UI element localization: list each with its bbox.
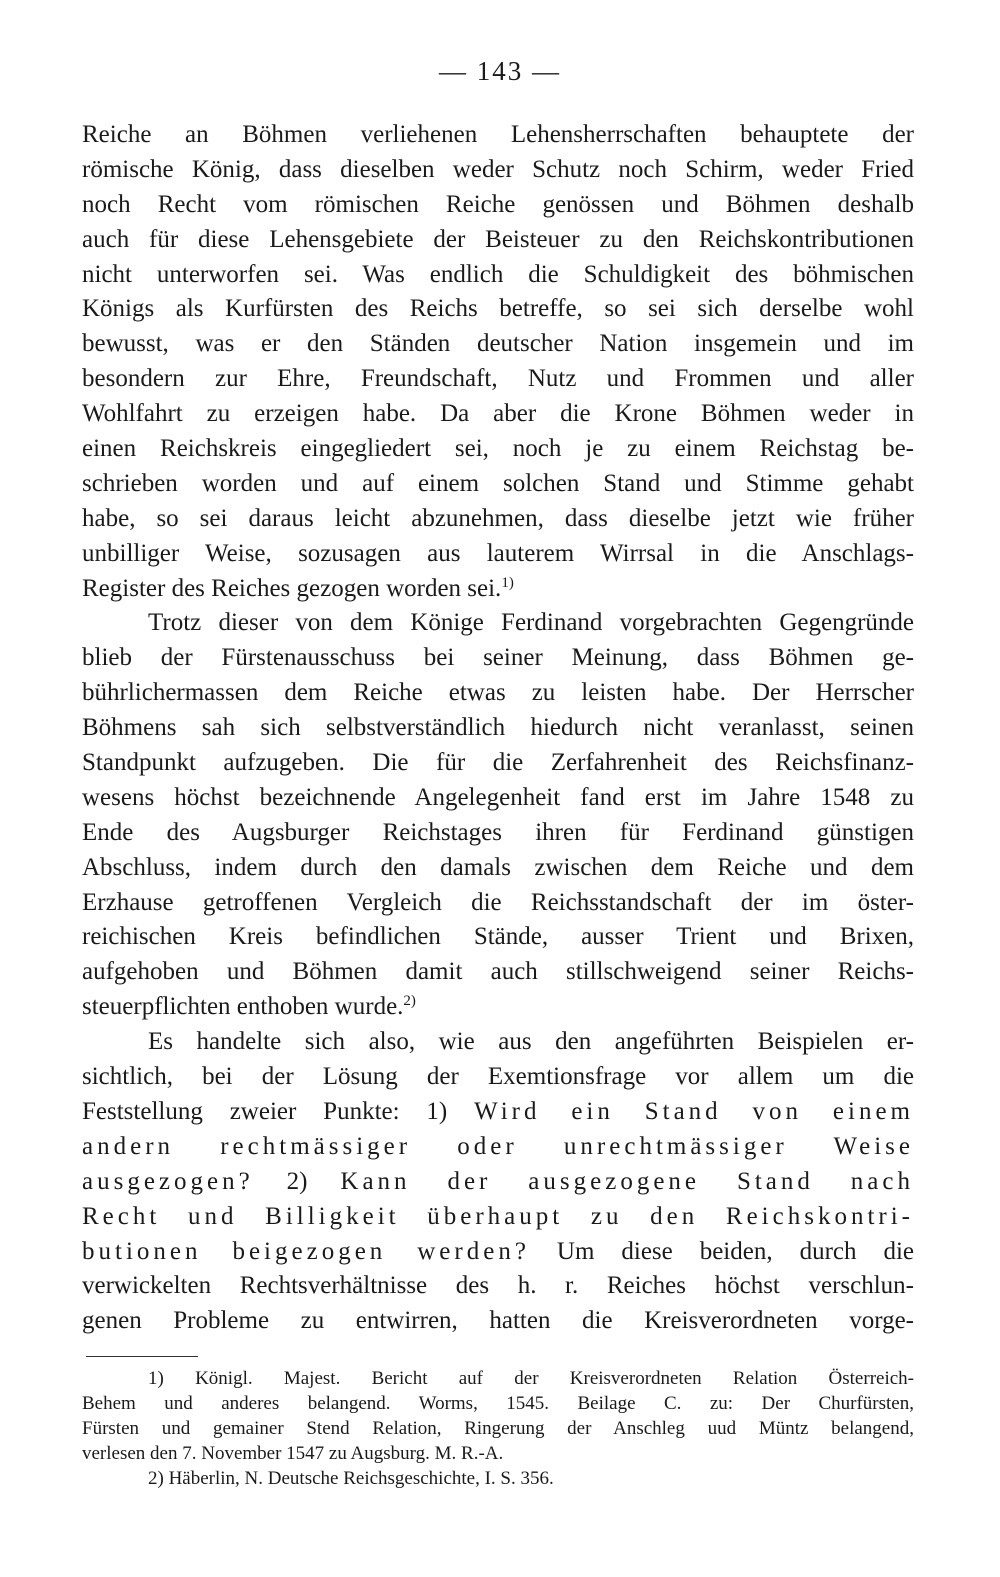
text-line: Königs als Kurfürsten des Reichs betreffe, so sei sich derselbe wohl [82, 295, 914, 323]
spaced-emphasis-line: Recht und Billigkeit überhaupt zu den Reichskontri- [82, 1202, 914, 1230]
paragraph-start-line: Es handelte sich also, wie aus den angeführten Beispielen er- [148, 1028, 914, 1056]
text-line: noch Recht vom römischen Reiche genössen und Böhmen deshalb [82, 190, 914, 218]
footnote-line: verlesen den 7. November 1547 zu Augsburg. M. R.-A. [82, 1443, 504, 1464]
text-segment: Um diese beiden, durch die [556, 1237, 914, 1265]
footnote-line: 2) Häberlin, N. Deutsche Reichsgeschichte, I. S. 356. [148, 1468, 554, 1489]
page-number: — 143 — [439, 56, 561, 86]
text-line: genen Probleme zu entwirren, hatten die Kreisverordneten vorge- [82, 1307, 914, 1335]
text-line: Ende des Augsburger Reichstages ihren für Ferdinand günstigen [82, 818, 914, 846]
footnote-line: 1) Königl. Majest. Bericht auf der Kreisverordneten Relation Österreich- [148, 1368, 914, 1389]
text-line [82, 1235, 914, 1270]
text-line: blieb der Fürstenausschuss bei seiner Meinung, dass Böhmen ge- [82, 644, 914, 672]
text-line: nicht unterworfen sei. Was endlich die Schuldigkeit des böhmischen [82, 260, 914, 288]
footnotes [82, 1366, 914, 1491]
spaced-emphasis: Kann der ausgezogene Stand nach [340, 1167, 914, 1195]
spaced-emphasis: Wird ein Stand von einem [474, 1097, 914, 1125]
text-line [82, 572, 914, 607]
text-line: bührlichermassen dem Reiche etwas zu leisten habe. Der Herrscher [82, 679, 914, 707]
text-line [82, 1095, 914, 1130]
text-line: einen Reichskreis eingegliedert sei, noch je zu einem Reichstag be- [82, 435, 914, 463]
footnote-reference: 1) [501, 574, 514, 591]
text-segment: 2) [286, 1167, 308, 1195]
paragraph-start-line: Trotz dieser von dem Könige Ferdinand vorgebrachten Gegengründe [148, 609, 914, 637]
text-line: besondern zur Ehre, Freundschaft, Nutz und Frommen und aller [82, 365, 914, 393]
text-line: verwickelten Rechtsverhältnisse des h. r. Reiches höchst verschlun- [82, 1272, 914, 1300]
text-line: Standpunkt aufzugeben. Die für die Zerfahrenheit des Reichsfinanz- [82, 749, 914, 777]
body-text [82, 118, 914, 1339]
text-line: Abschluss, indem durch den damals zwischen dem Reiche und dem [82, 853, 914, 881]
spaced-emphasis: butionen beigezogen werden? [82, 1237, 530, 1265]
text-line: Wohlfahrt zu erzeigen habe. Da aber die Krone Böhmen weder in [82, 400, 914, 428]
footnote-divider [86, 1356, 198, 1357]
text-line: wesens höchst bezeichnende Angelegenheit fand erst im Jahre 1548 zu [82, 783, 914, 811]
footnote-line: Fürsten und gemainer Stend Relation, Ringerung der Anschleg uud Müntz belangend, [82, 1418, 914, 1439]
text-line [82, 990, 914, 1025]
text-line: bewusst, was er den Ständen deutscher Nation insgemein und im [82, 330, 914, 358]
text-line: römische König, dass dieselben weder Schutz noch Schirm, weder Fried [82, 155, 914, 183]
text-line: auch für diese Lehensgebiete der Beisteuer zu den Reichskontributionen [82, 225, 914, 253]
text-segment: Feststellung zweier Punkte: 1) [82, 1097, 448, 1125]
spaced-emphasis-line: andern rechtmässiger oder unrechtmässiger Weise [82, 1132, 914, 1160]
text-line: Böhmens sah sich selbstverständlich hiedurch nicht veranlasst, seinen [82, 714, 914, 742]
text-line: reichischen Kreis befindlichen Stände, ausser Trient und Brixen, [82, 923, 914, 951]
text-segment: steuerpflichten enthoben wurde. [82, 993, 404, 1021]
footnote-line: Behem und anderes belangend. Worms, 1545. Beilage C. zu: Der Churfürsten, [82, 1393, 914, 1414]
text-line: unbilliger Weise, sozusagen aus lauterem Wirrsal in die Anschlags- [82, 539, 914, 567]
text-line: aufgehoben und Böhmen damit auch stillschweigend seiner Reichs- [82, 958, 914, 986]
text-line: Reiche an Böhmen verliehenen Lehensherrschaften behauptete der [82, 121, 914, 148]
footnote-reference: 2) [403, 993, 416, 1010]
text-line: sichtlich, bei der Lösung der Exemtionsfrage vor allem um die [82, 1063, 914, 1091]
spaced-emphasis: ausgezogen? [82, 1167, 254, 1195]
text-line [82, 1165, 914, 1200]
text-line: schrieben worden und auf einem solchen Stand und Stimme gehabt [82, 469, 914, 497]
text-line: habe, so sei daraus leicht abzunehmen, dass dieselbe jetzt wie früher [82, 504, 914, 532]
text-segment: Register des Reiches gezogen worden sei. [82, 574, 502, 602]
text-line: Erzhause getroffenen Vergleich die Reichsstandschaft der im öster- [82, 888, 914, 916]
